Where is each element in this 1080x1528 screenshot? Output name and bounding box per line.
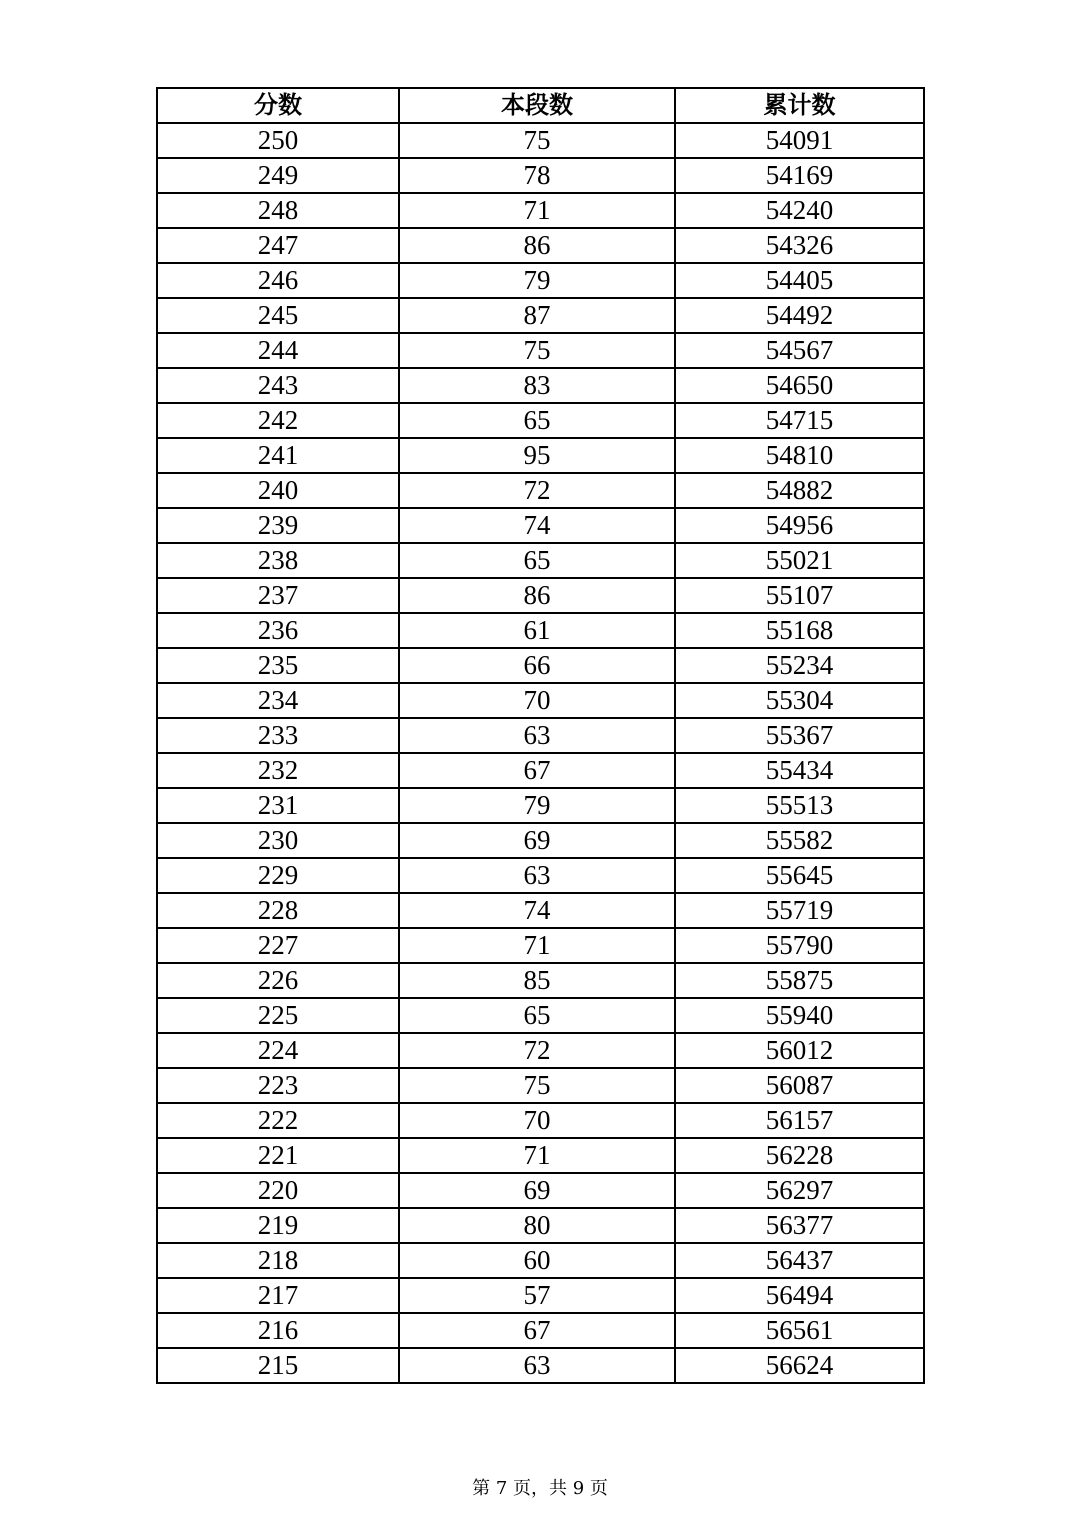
cumulative-count-cell: 54492 [675, 298, 924, 333]
cumulative-count-cell: 55513 [675, 788, 924, 823]
cumulative-count-cell: 54405 [675, 263, 924, 298]
segment-count-cell: 79 [399, 263, 675, 298]
table-body [157, 123, 924, 1383]
segment-count-cell: 72 [399, 1033, 675, 1068]
table-row [157, 893, 924, 928]
cumulative-count-cell: 55719 [675, 893, 924, 928]
segment-count-cell: 65 [399, 998, 675, 1033]
table-row [157, 123, 924, 158]
segment-count-cell: 71 [399, 1138, 675, 1173]
table-row [157, 438, 924, 473]
score-cell: 227 [157, 928, 399, 963]
cumulative-count-cell: 55875 [675, 963, 924, 998]
segment-count-cell: 75 [399, 1068, 675, 1103]
segment-count-cell: 74 [399, 893, 675, 928]
table-row [157, 368, 924, 403]
table-row [157, 1033, 924, 1068]
segment-count-cell: 71 [399, 193, 675, 228]
score-cell: 243 [157, 368, 399, 403]
table-row [157, 158, 924, 193]
table-header [157, 88, 924, 123]
segment-count-cell: 65 [399, 543, 675, 578]
score-cell: 225 [157, 998, 399, 1033]
segment-count-cell: 78 [399, 158, 675, 193]
cumulative-count-cell: 54567 [675, 333, 924, 368]
segment-count-cell: 60 [399, 1243, 675, 1278]
cumulative-count-cell: 56437 [675, 1243, 924, 1278]
score-cell: 226 [157, 963, 399, 998]
segment-count-cell: 83 [399, 368, 675, 403]
segment-count-cell: 57 [399, 1278, 675, 1313]
segment-count-cell: 67 [399, 753, 675, 788]
table-row [157, 578, 924, 613]
segment-count-cell: 75 [399, 333, 675, 368]
table-row [157, 228, 924, 263]
cumulative-count-cell: 56377 [675, 1208, 924, 1243]
cumulative-count-cell: 56228 [675, 1138, 924, 1173]
table-row [157, 1068, 924, 1103]
table-row [157, 998, 924, 1033]
table-row [157, 333, 924, 368]
cumulative-count-cell: 55021 [675, 543, 924, 578]
cumulative-count-cell: 54169 [675, 158, 924, 193]
score-cell: 231 [157, 788, 399, 823]
segment-count-cell: 95 [399, 438, 675, 473]
table-row [157, 1173, 924, 1208]
segment-count-cell: 69 [399, 823, 675, 858]
score-cell: 239 [157, 508, 399, 543]
table-row [157, 263, 924, 298]
table-row [157, 1278, 924, 1313]
cumulative-count-cell: 56297 [675, 1173, 924, 1208]
score-cell: 236 [157, 613, 399, 648]
cumulative-count-cell: 55790 [675, 928, 924, 963]
score-cell: 219 [157, 1208, 399, 1243]
segment-count-cell: 72 [399, 473, 675, 508]
segment-count-cell: 70 [399, 1103, 675, 1138]
score-cell: 241 [157, 438, 399, 473]
table-row [157, 298, 924, 333]
segment-count-cell: 67 [399, 1313, 675, 1348]
score-cell: 228 [157, 893, 399, 928]
table-row [157, 753, 924, 788]
table-row [157, 1138, 924, 1173]
score-cell: 235 [157, 648, 399, 683]
segment-count-cell: 70 [399, 683, 675, 718]
score-cell: 232 [157, 753, 399, 788]
segment-count-cell: 65 [399, 403, 675, 438]
segment-count-cell: 61 [399, 613, 675, 648]
cumulative-count-cell: 55367 [675, 718, 924, 753]
table-row [157, 1313, 924, 1348]
segment-count-cell: 80 [399, 1208, 675, 1243]
table-row [157, 473, 924, 508]
segment-count-cell: 66 [399, 648, 675, 683]
table-row [157, 823, 924, 858]
table-row [157, 1103, 924, 1138]
score-cell: 220 [157, 1173, 399, 1208]
segment-count-cell: 63 [399, 1348, 675, 1383]
score-cell: 237 [157, 578, 399, 613]
table-row [157, 788, 924, 823]
header-score: 分数 [157, 88, 399, 123]
cumulative-count-cell: 56157 [675, 1103, 924, 1138]
header-cumulative-count: 累计数 [675, 88, 924, 123]
score-cell: 248 [157, 193, 399, 228]
cumulative-count-cell: 54810 [675, 438, 924, 473]
table-row [157, 1208, 924, 1243]
score-cell: 215 [157, 1348, 399, 1383]
score-cell: 247 [157, 228, 399, 263]
table-row [157, 508, 924, 543]
cumulative-count-cell: 55434 [675, 753, 924, 788]
cumulative-count-cell: 56494 [675, 1278, 924, 1313]
page-number: 第 7 页，共 9 页 [472, 1478, 608, 1499]
score-cell: 250 [157, 123, 399, 158]
score-cell: 229 [157, 858, 399, 893]
segment-count-cell: 63 [399, 718, 675, 753]
score-cell: 222 [157, 1103, 399, 1138]
score-cell: 223 [157, 1068, 399, 1103]
table-row [157, 1348, 924, 1383]
header-row [157, 88, 924, 123]
cumulative-count-cell: 55234 [675, 648, 924, 683]
table-row [157, 648, 924, 683]
score-cell: 240 [157, 473, 399, 508]
score-cell: 234 [157, 683, 399, 718]
segment-count-cell: 74 [399, 508, 675, 543]
score-cell: 217 [157, 1278, 399, 1313]
cumulative-count-cell: 55168 [675, 613, 924, 648]
table-row [157, 193, 924, 228]
score-cell: 242 [157, 403, 399, 438]
table-row [157, 858, 924, 893]
cumulative-count-cell: 55940 [675, 998, 924, 1033]
score-cell: 230 [157, 823, 399, 858]
score-cell: 224 [157, 1033, 399, 1068]
cumulative-count-cell: 54240 [675, 193, 924, 228]
segment-count-cell: 71 [399, 928, 675, 963]
cumulative-count-cell: 54326 [675, 228, 924, 263]
cumulative-count-cell: 55304 [675, 683, 924, 718]
segment-count-cell: 85 [399, 963, 675, 998]
segment-count-cell: 86 [399, 228, 675, 263]
cumulative-count-cell: 54091 [675, 123, 924, 158]
cumulative-count-cell: 55582 [675, 823, 924, 858]
table-row [157, 718, 924, 753]
cumulative-count-cell: 55107 [675, 578, 924, 613]
cumulative-count-cell: 56561 [675, 1313, 924, 1348]
cumulative-count-cell: 56012 [675, 1033, 924, 1068]
table-row [157, 543, 924, 578]
score-cell: 218 [157, 1243, 399, 1278]
score-cell: 233 [157, 718, 399, 753]
table-row [157, 963, 924, 998]
table-row [157, 403, 924, 438]
score-cell: 221 [157, 1138, 399, 1173]
cumulative-count-cell: 54650 [675, 368, 924, 403]
table-row [157, 683, 924, 718]
segment-count-cell: 86 [399, 578, 675, 613]
cumulative-count-cell: 56624 [675, 1348, 924, 1383]
score-cell: 246 [157, 263, 399, 298]
cumulative-count-cell: 54956 [675, 508, 924, 543]
segment-count-cell: 75 [399, 123, 675, 158]
table-row [157, 613, 924, 648]
score-distribution-table [156, 87, 925, 1384]
cumulative-count-cell: 54715 [675, 403, 924, 438]
segment-count-cell: 63 [399, 858, 675, 893]
header-segment-count: 本段数 [399, 88, 675, 123]
score-cell: 245 [157, 298, 399, 333]
table-row [157, 1243, 924, 1278]
cumulative-count-cell: 54882 [675, 473, 924, 508]
score-cell: 244 [157, 333, 399, 368]
table-row [157, 928, 924, 963]
score-cell: 249 [157, 158, 399, 193]
cumulative-count-cell: 55645 [675, 858, 924, 893]
segment-count-cell: 79 [399, 788, 675, 823]
score-cell: 216 [157, 1313, 399, 1348]
score-cell: 238 [157, 543, 399, 578]
segment-count-cell: 69 [399, 1173, 675, 1208]
cumulative-count-cell: 56087 [675, 1068, 924, 1103]
segment-count-cell: 87 [399, 298, 675, 333]
